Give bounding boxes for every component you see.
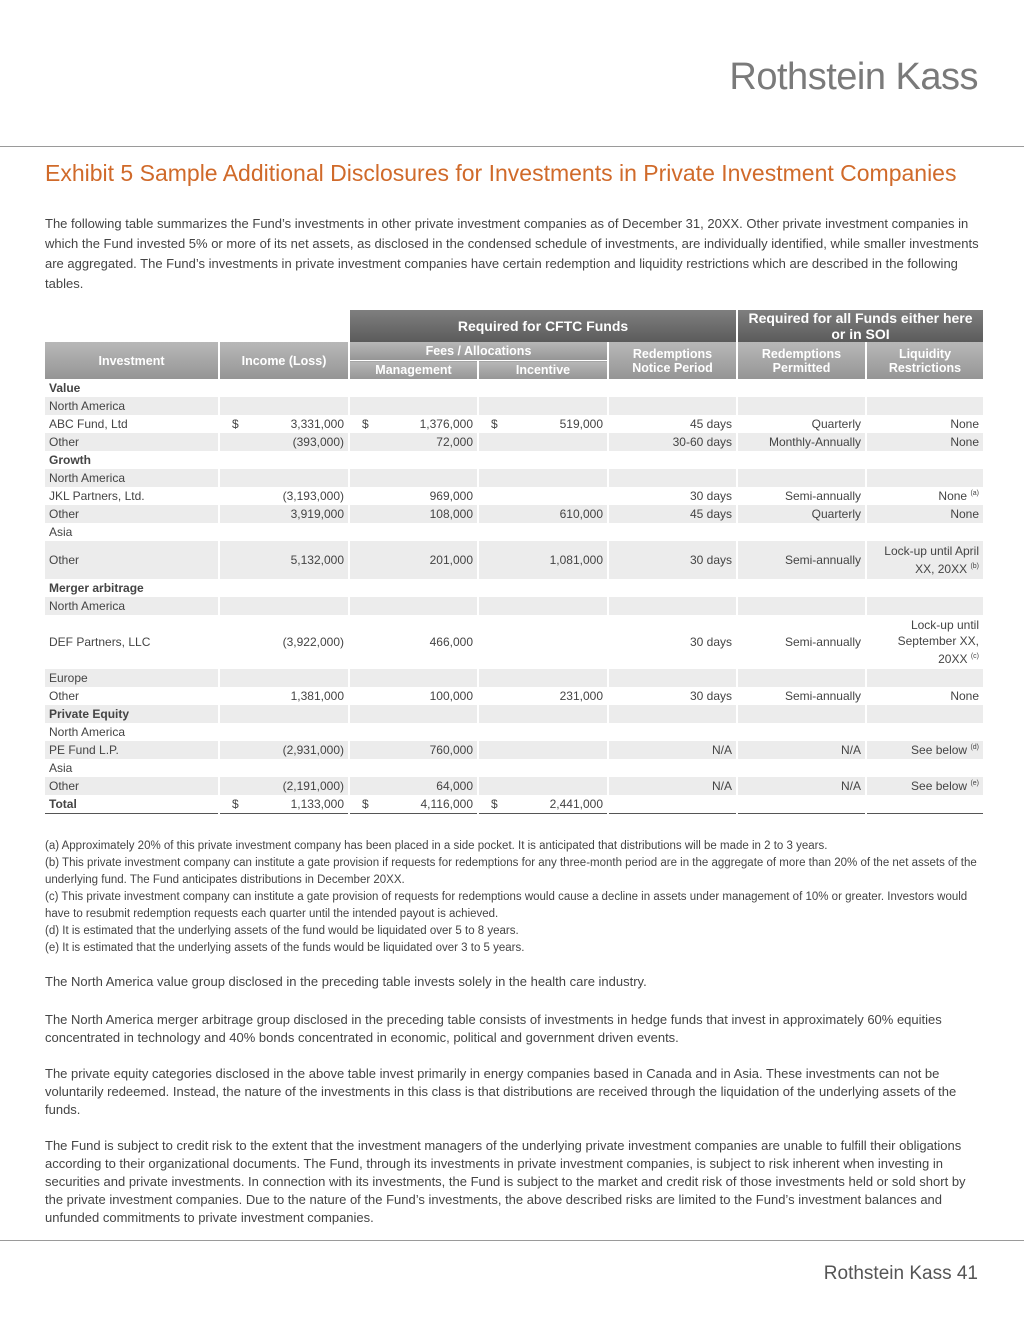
cell-notice: [608, 795, 737, 814]
cell-liquidity: [866, 579, 983, 597]
cell-incentive: [478, 469, 608, 487]
cell-income: [219, 723, 349, 741]
cell-income: [219, 741, 349, 759]
cell-value: (393,000): [292, 435, 344, 449]
cell-notice: [608, 469, 737, 487]
cell-income: [219, 415, 349, 433]
table-row: [45, 759, 983, 777]
cell-income: [219, 777, 349, 795]
cell-value: See below: [911, 743, 968, 757]
cell-income: [219, 469, 349, 487]
cell-liquidity: [866, 505, 983, 523]
investments-table: [45, 310, 983, 814]
cell-permitted: [737, 615, 866, 669]
cell-income: [219, 433, 349, 451]
cell-liquidity: [866, 597, 983, 615]
cell-notice: [608, 433, 737, 451]
cell-investment: Private Equity: [45, 705, 219, 723]
cell-incentive: [478, 777, 608, 795]
cell-incentive: [478, 433, 608, 451]
footnote-a: (a) Approximately 20% of this private investment company has been placed in a side pocket. It is anticipated that distributions will be made in 2 to 3 years.: [45, 840, 828, 852]
cell-management: [349, 487, 478, 505]
cell-incentive: [478, 487, 608, 505]
cell-permitted: [737, 741, 866, 759]
header-divider: [0, 146, 1024, 147]
cell-investment: ABC Fund, Ltd: [45, 415, 219, 433]
cell-permitted: [737, 433, 866, 451]
cell-liquidity: [866, 759, 983, 777]
cell-income: [219, 541, 349, 579]
cell-investment: Other: [45, 505, 219, 523]
cell-incentive: [478, 687, 608, 705]
cell-notice: [608, 687, 737, 705]
paragraph-credit-risk: The Fund is subject to credit risk to the extent that the investment managers of the underlying private investment companies are unable to fulfill their obligations according to their organizational documents. The Fund, through its investments in private investment companies, is subject to risk inherent when investing in securities and private investments. In connection with its investments, the Fund is subject to the market and credit risk of those investments held or sold short by the private investment companies. Due to the nature of the Fund’s investments, the above described risks are limited to the Fund’s investment balances and unfunded commitments to private investment companies.: [45, 1138, 966, 1225]
cell-value: 201,000: [429, 553, 473, 567]
cell-management: [349, 415, 478, 433]
cell-notice: [608, 705, 737, 723]
cell-value: 108,000: [429, 507, 473, 521]
cell-value: Quarterly: [811, 417, 861, 431]
cell-incentive: [478, 379, 608, 397]
cell-permitted: [737, 705, 866, 723]
table-row: [45, 597, 983, 615]
cell-incentive: [478, 397, 608, 415]
cell-liquidity: [866, 669, 983, 687]
cell-liquidity: [866, 397, 983, 415]
col-header-redemptions-permitted: Redemptions Permitted: [737, 342, 866, 379]
cell-income: [219, 487, 349, 505]
cell-permitted: [737, 759, 866, 777]
cell-permitted: [737, 451, 866, 469]
cell-income: [219, 597, 349, 615]
cell-management: [349, 777, 478, 795]
table-row: [45, 541, 983, 579]
cell-notice: [608, 597, 737, 615]
cell-notice: [608, 487, 737, 505]
cell-permitted: [737, 669, 866, 687]
cell-incentive: [478, 597, 608, 615]
table-row: [45, 451, 983, 469]
cell-liquidity: [866, 487, 983, 505]
col-header-management: Management: [349, 361, 478, 380]
table-row: [45, 379, 983, 397]
cell-income: [219, 505, 349, 523]
cell-notice: [608, 615, 737, 669]
table-row: [45, 669, 983, 687]
footnote-ref: (b): [970, 563, 979, 570]
cell-management: [349, 597, 478, 615]
cell-liquidity: [866, 795, 983, 814]
cell-value: 760,000: [429, 743, 473, 757]
cell-income: [219, 795, 349, 814]
cell-liquidity: [866, 777, 983, 795]
table-row: [45, 615, 983, 669]
col-header-incentive: Incentive: [478, 361, 608, 380]
footnote-b: (b) This private investment company can institute a gate provision if requests for redemptions for any three-month period are in the aggregate of more than 20% of the net assets of the underlying fund. The Fund anticipates distributions in December 20XX.: [45, 857, 977, 886]
table-row: [45, 579, 983, 597]
cell-value: 45 days: [689, 417, 732, 431]
cell-value: 466,000: [429, 635, 473, 649]
cell-incentive: [478, 451, 608, 469]
col-header-fees: Fees / Allocations: [349, 342, 608, 361]
cell-value: Semi-annually: [784, 553, 861, 567]
cell-investment: Value: [45, 379, 219, 397]
cell-management: [349, 397, 478, 415]
cell-income: [219, 579, 349, 597]
table-row: [45, 777, 983, 795]
group-header-all-funds: Required for all Funds either here or in SOI: [737, 310, 983, 342]
cell-liquidity: [866, 523, 983, 541]
cell-value: 2,441,000: [549, 797, 603, 811]
cell-liquidity: [866, 687, 983, 705]
cell-value: Quarterly: [811, 507, 861, 521]
cell-incentive: [478, 505, 608, 523]
cell-income: [219, 451, 349, 469]
cell-value: 30 days: [689, 489, 732, 503]
cell-investment: Other: [45, 777, 219, 795]
cell-income: [219, 379, 349, 397]
cell-management: [349, 469, 478, 487]
cell-investment: North America: [45, 723, 219, 741]
table-row: [45, 487, 983, 505]
col-header-investment: Investment: [45, 342, 219, 379]
cell-incentive: [478, 415, 608, 433]
cell-value: None: [950, 689, 979, 703]
footer-divider: [0, 1240, 1024, 1241]
cell-value: 30 days: [689, 553, 732, 567]
cell-investment: PE Fund L.P.: [45, 741, 219, 759]
cell-permitted: [737, 415, 866, 433]
cell-notice: [608, 415, 737, 433]
cell-value: Monthly-Annually: [768, 435, 861, 449]
cell-notice: [608, 579, 737, 597]
table-row: [45, 687, 983, 705]
cell-liquidity: [866, 741, 983, 759]
cell-value: None: [950, 435, 979, 449]
page-number: Rothstein Kass 41: [823, 1263, 978, 1284]
cell-investment: Europe: [45, 669, 219, 687]
cell-permitted: [737, 469, 866, 487]
cell-incentive: [478, 741, 608, 759]
cell-value: 30 days: [689, 689, 732, 703]
cell-liquidity: [866, 433, 983, 451]
currency-symbol: $: [362, 417, 369, 431]
paragraph-value-group: The North America value group disclosed in the preceding table invests solely in the health care industry.: [45, 974, 647, 989]
cell-value: None: [938, 489, 968, 503]
cell-value: See below: [911, 779, 968, 793]
cell-income: [219, 523, 349, 541]
paragraph-merger-arbitrage: The North America merger arbitrage group disclosed in the preceding table consists of investments in hedge funds that invest in approximately 60% equities concentrated in technology and 40% bonds concentrated in economic, political and government driven events.: [45, 1012, 942, 1045]
currency-symbol: $: [232, 417, 239, 431]
cell-value: 72,000: [436, 435, 473, 449]
table-row: [45, 705, 983, 723]
col-header-liquidity: Liquidity Restrictions: [866, 342, 983, 379]
cell-investment: Growth: [45, 451, 219, 469]
cell-investment: Other: [45, 433, 219, 451]
cell-incentive: [478, 579, 608, 597]
cell-value: Lock-up until April XX, 20XX: [884, 544, 979, 576]
cell-income: [219, 705, 349, 723]
table-body: [45, 379, 983, 814]
cell-notice: [608, 523, 737, 541]
cell-value: N/A: [840, 743, 861, 757]
cell-permitted: [737, 723, 866, 741]
cell-management: [349, 505, 478, 523]
cell-notice: [608, 741, 737, 759]
cell-investment: North America: [45, 397, 219, 415]
cell-value: 1,081,000: [549, 553, 603, 567]
table-row: [45, 433, 983, 451]
table-row: [45, 723, 983, 741]
cell-value: (3,922,000): [282, 635, 344, 649]
footnote-ref: (c): [970, 653, 979, 660]
footnote-ref: (e): [970, 780, 979, 787]
cell-management: [349, 669, 478, 687]
cell-incentive: [478, 669, 608, 687]
cell-value: 969,000: [429, 489, 473, 503]
cell-permitted: [737, 379, 866, 397]
cell-notice: [608, 723, 737, 741]
header-spacer: [45, 310, 349, 342]
cell-investment: Total: [45, 795, 219, 814]
table-row: [45, 741, 983, 759]
cell-incentive: [478, 615, 608, 669]
cell-value: N/A: [840, 779, 861, 793]
cell-liquidity: [866, 541, 983, 579]
cell-value: 231,000: [559, 689, 603, 703]
cell-investment: Other: [45, 687, 219, 705]
cell-management: [349, 687, 478, 705]
cell-value: 3,919,000: [290, 507, 344, 521]
cell-permitted: [737, 505, 866, 523]
cell-value: 1,133,000: [290, 797, 344, 811]
cell-value: 610,000: [559, 507, 603, 521]
cell-permitted: [737, 541, 866, 579]
cell-management: [349, 723, 478, 741]
footnote-e: (e) It is estimated that the underlying assets of the funds would be liquidated over 3 to 5 years.: [45, 942, 525, 954]
cell-value: Lock-up until September XX, 20XX: [897, 618, 979, 666]
cell-incentive: [478, 795, 608, 814]
table-row: [45, 397, 983, 415]
cell-value: 100,000: [429, 689, 473, 703]
cell-management: [349, 379, 478, 397]
cell-value: (3,193,000): [282, 489, 344, 503]
cell-value: Semi-annually: [784, 635, 861, 649]
cell-liquidity: [866, 705, 983, 723]
cell-value: Semi-annually: [784, 689, 861, 703]
cell-notice: [608, 505, 737, 523]
cell-management: [349, 741, 478, 759]
cell-value: 45 days: [689, 507, 732, 521]
currency-symbol: $: [491, 797, 498, 811]
cell-liquidity: [866, 723, 983, 741]
cell-incentive: [478, 541, 608, 579]
cell-income: [219, 615, 349, 669]
cell-value: None: [950, 417, 979, 431]
cell-value: (2,931,000): [282, 743, 344, 757]
cell-incentive: [478, 723, 608, 741]
cell-incentive: [478, 759, 608, 777]
cell-management: [349, 759, 478, 777]
cell-investment: Other: [45, 541, 219, 579]
cell-management: [349, 541, 478, 579]
cell-liquidity: [866, 469, 983, 487]
footnote-d: (d) It is estimated that the underlying assets of the fund would be liquidated over 5 to 8 years.: [45, 925, 519, 937]
cell-management: [349, 795, 478, 814]
cell-notice: [608, 451, 737, 469]
cell-liquidity: [866, 451, 983, 469]
cell-liquidity: [866, 615, 983, 669]
cell-permitted: [737, 777, 866, 795]
cell-liquidity: [866, 379, 983, 397]
cell-investment: Merger arbitrage: [45, 579, 219, 597]
cell-investment: North America: [45, 469, 219, 487]
cell-value: 3,331,000: [290, 417, 344, 431]
currency-symbol: $: [362, 797, 369, 811]
cell-notice: [608, 541, 737, 579]
cell-investment: Asia: [45, 759, 219, 777]
table-row: [45, 523, 983, 541]
footnote-c: (c) This private investment company can institute a gate provision of requests for redemptions would cause a decline in assets under management of 10% or greater. Investors would have to resubmit redemption requests each quarter until the intended payout is achieved.: [45, 891, 968, 920]
cell-notice: [608, 669, 737, 687]
col-header-income: Income (Loss): [219, 342, 349, 379]
total-row: [45, 795, 983, 814]
currency-symbol: $: [491, 417, 498, 431]
cell-value: 519,000: [559, 417, 603, 431]
cell-value: N/A: [711, 743, 732, 757]
cell-management: [349, 579, 478, 597]
cell-permitted: [737, 687, 866, 705]
cell-permitted: [737, 487, 866, 505]
cell-incentive: [478, 705, 608, 723]
cell-notice: [608, 759, 737, 777]
cell-permitted: [737, 397, 866, 415]
table-row: [45, 415, 983, 433]
cell-value: N/A: [711, 779, 732, 793]
col-header-notice-period: Redemptions Notice Period: [608, 342, 737, 379]
paragraph-private-equity: The private equity categories disclosed in the above table invest primarily in energy companies based in Canada and in Asia. These investments can not be voluntarily redeemed. Instead, the nature of the investments in this class is that distributions are received through the liquidation of the underlying assets of the funds.: [45, 1066, 957, 1117]
cell-management: [349, 433, 478, 451]
footnotes: [45, 838, 985, 957]
cell-permitted: [737, 795, 866, 814]
cell-value: 30 days: [689, 635, 732, 649]
cell-notice: [608, 379, 737, 397]
cell-value: 5,132,000: [290, 553, 344, 567]
cell-value: (2,191,000): [282, 779, 344, 793]
brand-logo: Rothstein Kass: [729, 56, 978, 98]
cell-value: Semi-annually: [784, 489, 861, 503]
cell-value: 1,376,000: [419, 417, 473, 431]
cell-income: [219, 397, 349, 415]
currency-symbol: $: [232, 797, 239, 811]
cell-income: [219, 669, 349, 687]
cell-permitted: [737, 523, 866, 541]
cell-management: [349, 615, 478, 669]
cell-liquidity: [866, 415, 983, 433]
cell-management: [349, 451, 478, 469]
cell-management: [349, 705, 478, 723]
cell-value: 64,000: [436, 779, 473, 793]
cell-permitted: [737, 579, 866, 597]
cell-investment: JKL Partners, Ltd.: [45, 487, 219, 505]
cell-incentive: [478, 523, 608, 541]
cell-income: [219, 759, 349, 777]
group-header-cftc: Required for CFTC Funds: [349, 310, 737, 342]
cell-value: 1,381,000: [290, 689, 344, 703]
page-title: Exhibit 5 Sample Additional Disclosures for Investments in Private Investment Companies: [45, 160, 957, 186]
cell-investment: DEF Partners, LLC: [45, 615, 219, 669]
table-row: [45, 469, 983, 487]
cell-permitted: [737, 597, 866, 615]
cell-investment: North America: [45, 597, 219, 615]
cell-value: None: [950, 507, 979, 521]
intro-paragraph: The following table summarizes the Fund’s investments in other private investment companies as of December 31, 20XX. Other private investment companies in which the Fund invested 5% or more of its net assets, as disclosed in the condensed schedule of investments, are individually identified, while smaller investments are aggregated. The Fund’s investments in private investment companies have certain redemption and liquidity restrictions which are described in the following tables.: [45, 216, 979, 291]
table-row: [45, 505, 983, 523]
cell-notice: [608, 397, 737, 415]
cell-notice: [608, 777, 737, 795]
cell-value: 30-60 days: [672, 435, 732, 449]
cell-investment: Asia: [45, 523, 219, 541]
footnote-ref: (d): [970, 744, 979, 751]
cell-management: [349, 523, 478, 541]
cell-income: [219, 687, 349, 705]
footnote-ref: (a): [970, 490, 979, 497]
cell-value: 4,116,000: [420, 797, 473, 811]
